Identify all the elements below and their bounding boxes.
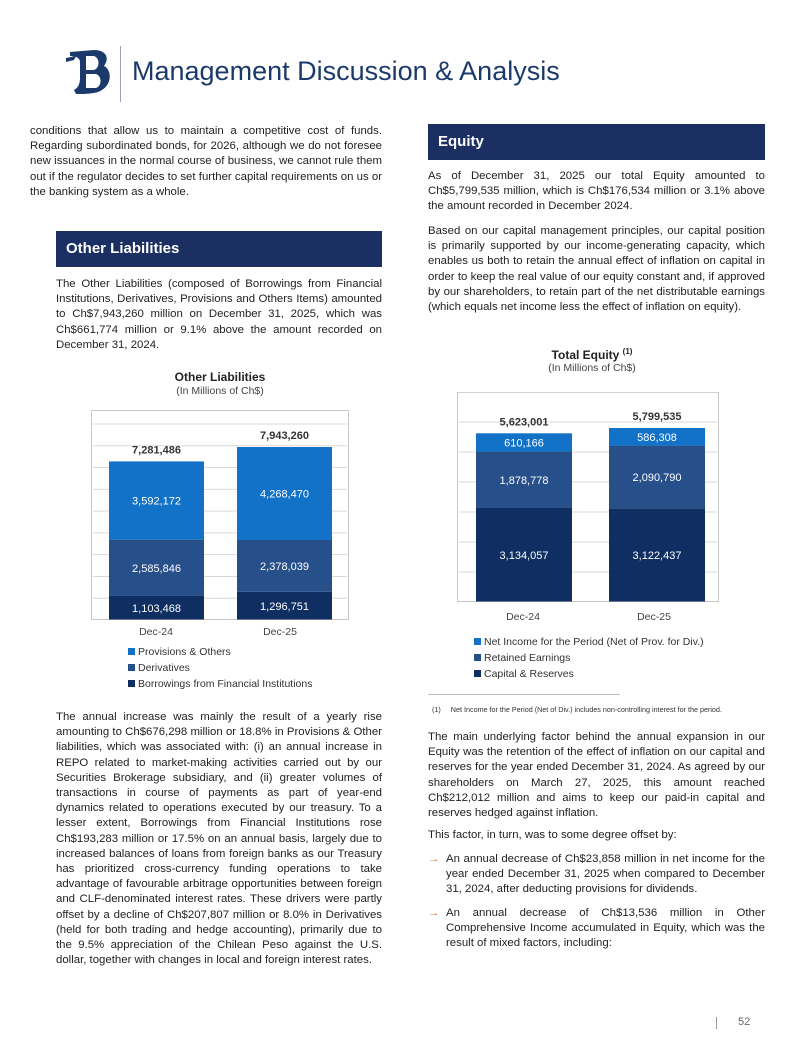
footnote-text: Net Income for the Period (Net of Div.) includes non-controlling interest for the period. — [450, 705, 722, 714]
page-title: Management Discussion & Analysis — [132, 56, 560, 86]
total-label: 5,799,535 — [632, 411, 682, 424]
data-label: 2,378,039 — [260, 560, 309, 573]
data-label: 1,878,778 — [499, 474, 549, 487]
data-label: 1,296,751 — [260, 600, 309, 613]
legend-item — [128, 678, 313, 690]
other-liabilities-chart-title: Other Liabilities — [174, 370, 266, 384]
total-equity-chart-title — [462, 347, 722, 362]
equity-paragraph-4: This factor, in turn, was to some degree offset by: — [428, 829, 677, 841]
bullet-item — [428, 906, 765, 952]
total-equity-x-axis — [457, 611, 719, 625]
other-liabilities-heading-text: Other Liabilities — [66, 240, 180, 257]
x-tick-label: Dec-24 — [139, 626, 173, 638]
bullet-text: An annual decrease of Ch$13,536 million in Other Comprehensive Income accumulated in Equity, which was the result of mixed factors, including: — [446, 907, 765, 950]
legend-item — [474, 636, 704, 648]
footnote-marker: (1) — [432, 705, 441, 714]
arrow-icon: → — [428, 853, 440, 865]
data-label: 4,268,470 — [260, 488, 309, 501]
data-label: 3,592,172 — [132, 495, 181, 508]
intro-paragraph: conditions that allow us to maintain a competitive cost of funds. Regarding subordinated bonds, for 2026, although we do not foresee new issuances in the normal course of business, we cannot rule them out if the regulator decides to set further capital requirements on us or the banking system as a whole. — [30, 125, 382, 198]
page-number-divider — [716, 1017, 717, 1029]
bank-logo-icon — [64, 44, 114, 100]
x-tick-label: Dec-25 — [637, 611, 671, 623]
header-divider — [120, 46, 121, 102]
x-tick-label: Dec-24 — [506, 611, 540, 623]
other-liabilities-analysis: The annual increase was mainly the result of a yearly rise amounting to Ch$676,298 million or 18.8% in Provisions & Other liabilities, which was associated with: (i) an annual increase in REPO related to market-making activities carried out by our Securities Brokerage subsidiary, and (ii) greater volumes of transactions in course of payments as part of year-end dynamics related to operations executed by our treasury. To a lesser extent, Borrowings from Financial Institutions rose Ch$193,283 million or 17.5% on an annual basis, largely due to increased balances of loans from foreign banks as our Treasury has prioritized cross-currency funding operations to take advantage of favourable arbitrage opportunities between foreign and CLF-denominated interest rates. These drivers were partly offset by a decline of Ch$207,807 million or 8.0% in Derivatives (held for both trading and hedge accounting), primarily due to the 9.5% appreciation of the Chilean Peso against the U.S. dollar, together with changes in local and foreign interest rates. — [56, 711, 382, 967]
data-label: 586,308 — [637, 431, 677, 444]
legend-label: Retained Earnings — [484, 652, 571, 664]
legend-label: Net Income for the Period (Net of Prov. for Div.) — [484, 636, 704, 648]
data-label: 2,585,846 — [132, 562, 181, 575]
data-label: 1,103,468 — [132, 602, 181, 615]
page-number: 52 — [738, 1016, 751, 1028]
other-liabilities-x-axis — [91, 626, 349, 640]
data-label: 3,134,057 — [499, 549, 549, 562]
footnote-divider — [428, 694, 620, 695]
legend-item — [128, 646, 313, 658]
data-label: 3,122,437 — [632, 550, 682, 563]
legend-label: Capital & Reserves — [484, 668, 574, 680]
legend-item — [474, 652, 704, 664]
total-label: 7,281,486 — [132, 444, 181, 457]
bullet-text: An annual decrease of Ch$23,858 million in net income for the year ended December 31, 2025 when compared to December 31, 2024, after deducting provisions for dividends. — [446, 853, 765, 896]
other-liabilities-paragraph: The Other Liabilities (composed of Borrowings from Financial Institutions, Derivatives, Provisions and Others Items) amounted to Ch$7,943,260 million on December 31, 2025, which was Ch$661,774 million or 9.1% above the amount recorded on December 31, 2024. — [56, 278, 382, 351]
total-equity-chart-subtitle: (In Millions of Ch$) — [548, 362, 636, 374]
bullet-item — [428, 852, 765, 898]
data-label: 610,166 — [504, 437, 544, 450]
x-tick-label: Dec-25 — [263, 626, 297, 638]
other-liabilities-chart — [91, 410, 349, 620]
legend-label: Provisions & Others — [138, 646, 231, 658]
equity-paragraph-3: The main underlying factor behind the annual expansion in our Equity was the retention of the effect of inflation on our capital and reserves for the year ended December 31, 2024. As agreed by our shareholders on March 27, 2025, this amount reached Ch$212,012 million and aims to keep our paid-in capital and reserves hedged against inflation. — [428, 731, 765, 820]
total-equity-chart-title-text: Total Equity — [551, 348, 620, 362]
equity-heading-text: Equity — [438, 133, 484, 150]
total-label: 7,943,260 — [260, 430, 309, 443]
arrow-icon: → — [428, 907, 440, 919]
total-label: 5,623,001 — [499, 416, 549, 429]
legend-item — [474, 668, 704, 680]
data-label: 2,090,790 — [632, 471, 682, 484]
total-equity-chart — [457, 392, 719, 602]
other-liabilities-chart-subtitle: (In Millions of Ch$) — [176, 385, 264, 397]
equity-paragraph-2: Based on our capital management principles, our capital position is primarily supported by our income-generating capacity, which enables us both to retain the annual effect of inflation on capital in order to keep the real value of our equity constant and, if approved by our shareholders, to retain part of the net distributable earnings (which equals net income less the effect of inflation on equity). — [428, 225, 765, 314]
total-equity-legend — [474, 636, 704, 680]
total-equity-footnote-ref: (1) — [622, 347, 633, 356]
legend-label: Derivatives — [138, 662, 190, 674]
equity-paragraph-1: As of December 31, 2025 our total Equity amounted to Ch$5,799,535 million, which is Ch$176,534 million or 3.1% above the amount recorded in December 2024. — [428, 170, 765, 213]
other-liabilities-heading — [56, 231, 382, 267]
legend-item — [128, 662, 313, 674]
footnote — [432, 705, 722, 714]
equity-heading — [428, 124, 765, 160]
other-liabilities-legend — [128, 646, 313, 690]
legend-label: Borrowings from Financial Institutions — [138, 678, 313, 690]
